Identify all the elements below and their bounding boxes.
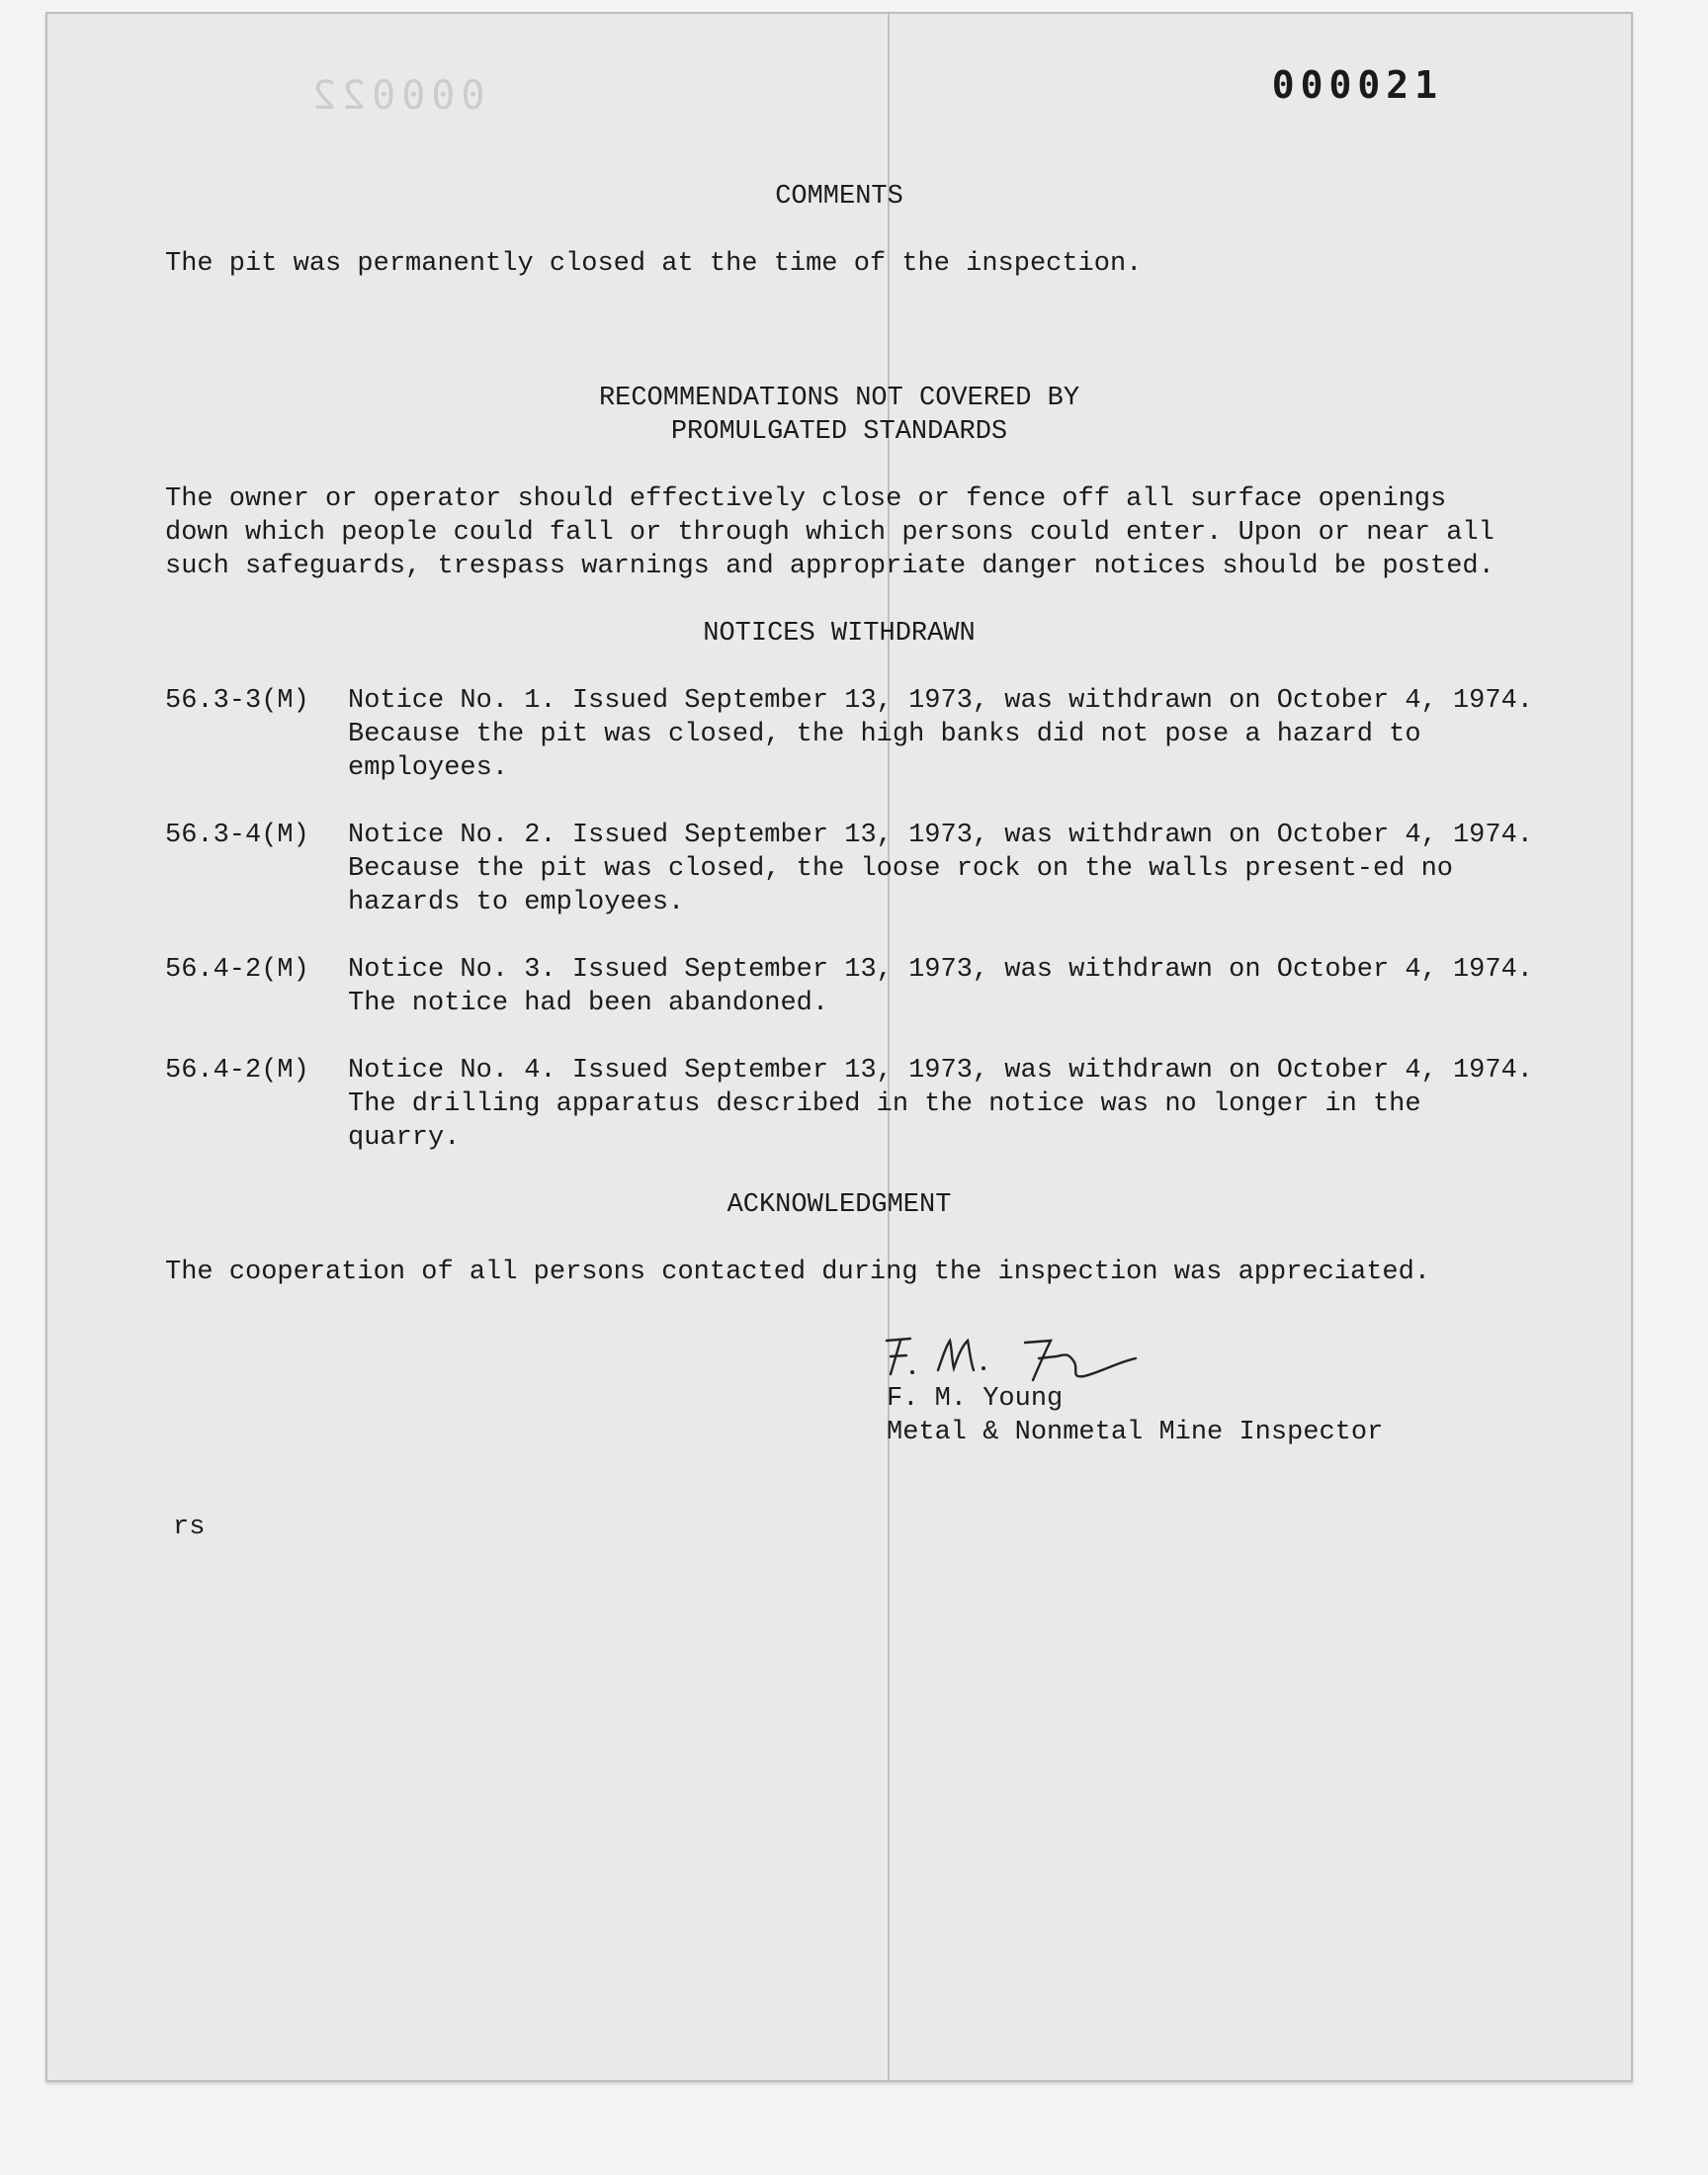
notice-text: Notice No. 3. Issued September 13, 1973, was withdrawn on October 4, 1974. The notice had been abandoned. — [348, 955, 1533, 1018]
signature-block — [887, 1325, 1549, 1463]
comments-heading: COMMENTS — [775, 182, 903, 212]
notice-text: Notice No. 4. Issued September 13, 1973, was withdrawn on October 4, 1974. The drilling apparatus described in the notice was no longer in the quarry. — [348, 1056, 1533, 1153]
acknowledgment-text: The cooperation of all persons contacted during the inspection was appreciated. — [165, 1258, 1431, 1287]
document-number: 000021 — [1271, 63, 1443, 107]
signer-name: F. M. Young — [887, 1384, 1064, 1414]
notice-item — [165, 819, 1549, 919]
recommendations-heading-line1: RECOMMENDATIONS NOT COVERED BY — [598, 384, 1080, 413]
notice-code: 56.4-2(M) — [165, 955, 309, 985]
typist-initials: rs — [173, 1513, 206, 1542]
comments-text: The pit was permanently closed at the time of the inspection. — [165, 249, 1143, 279]
notice-code: 56.4-2(M) — [165, 1056, 309, 1086]
handwritten-signature — [877, 1319, 1193, 1388]
notice-text: Notice No. 1. Issued September 13, 1973, was withdrawn on October 4, 1974. Because the pit was closed, the high banks did not pose a hazard to employees. — [348, 686, 1533, 783]
signer-title: Metal & Nonmetal Mine Inspector — [887, 1418, 1384, 1447]
ghost-page-number: 000022 — [306, 73, 485, 119]
notice-code: 56.3-3(M) — [165, 686, 309, 716]
notice-code: 56.3-4(M) — [165, 821, 309, 850]
notice-item — [165, 1054, 1549, 1155]
notice-text: Notice No. 2. Issued September 13, 1973, was withdrawn on October 4, 1974. Because the pit was closed, the loose rock on the walls present-ed no hazards to employees. — [348, 821, 1533, 917]
document-page — [45, 12, 1633, 2082]
notices-withdrawn-heading: NOTICES WITHDRAWN — [703, 619, 976, 649]
notice-item — [165, 953, 1549, 1020]
document-body — [165, 180, 1549, 1544]
acknowledgment-heading: ACKNOWLEDGMENT — [726, 1190, 952, 1220]
notice-item — [165, 684, 1549, 785]
recommendations-heading-line2: PROMULGATED STANDARDS — [670, 417, 1008, 447]
recommendations-text: The owner or operator should effectively close or fence off all surface openings down which people could fall or through which persons could enter. Upon or near all such safeguards, trespass warnings and appropriate danger notices should be posted. — [165, 484, 1494, 581]
